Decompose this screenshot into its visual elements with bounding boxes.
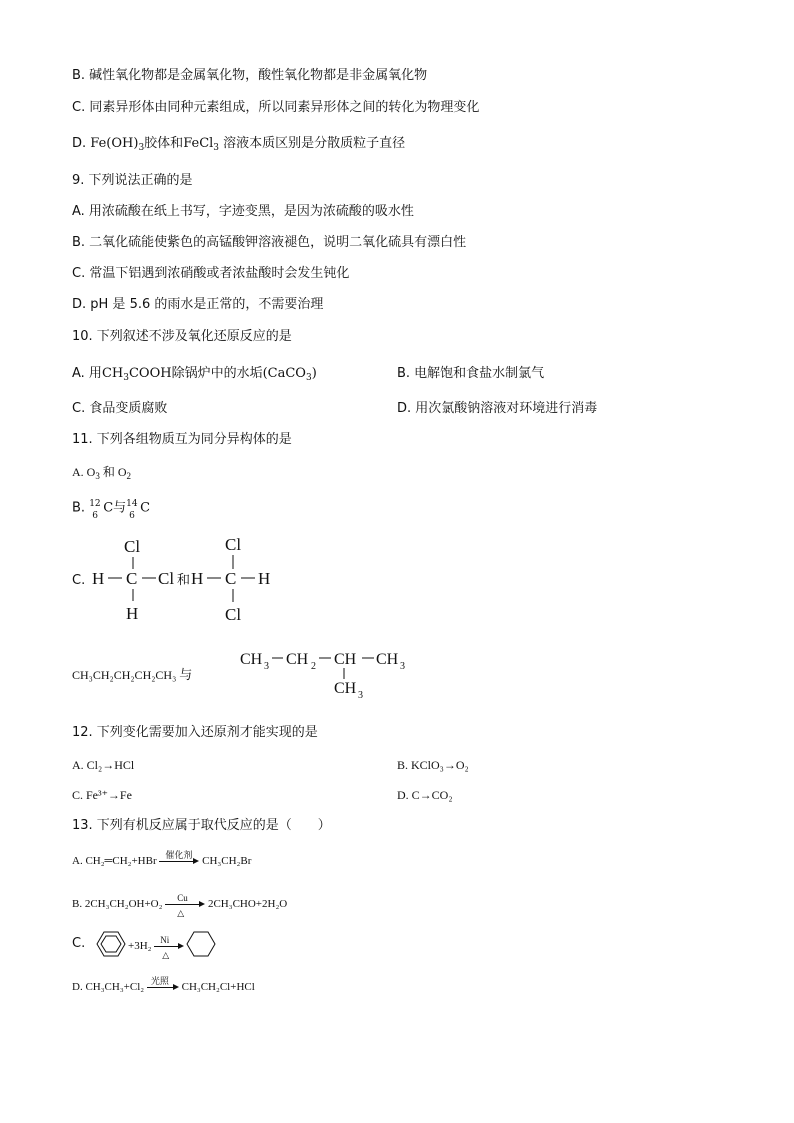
q13-option-b: B. 2CH₃CH₂OH+O₂ Cu △ 2CH₃CHO+2H₂O xyxy=(72,893,288,919)
atom-cl-top1: Cl xyxy=(124,537,141,556)
q11-stem: 11. 下列各组物质互为同分异构体的是 xyxy=(72,432,292,447)
isotope-c12: 12 6 xyxy=(89,499,101,521)
q13-option-a: A. CH₂═CH₂+HBr 催化剂 CH₃CH₂Br xyxy=(72,853,251,869)
svg-text:3: 3 xyxy=(400,661,405,672)
q12-option-d: D. C→CO₂ xyxy=(397,788,453,802)
q13-option-c: C. xyxy=(72,936,86,951)
svg-text:3: 3 xyxy=(358,690,363,701)
atom-h-left: H xyxy=(92,569,105,588)
q13-option-d: D. CH₃CH₃+Cl₂ 光照 CH₃CH₂Cl+HCl xyxy=(72,979,255,995)
atom-h-bottom: H xyxy=(126,604,139,623)
atom-cl-bottom2: Cl xyxy=(225,605,242,624)
text: 胶体和 xyxy=(144,136,184,151)
reaction-arrow: Cu △ xyxy=(165,896,205,912)
isotope-c14: 14 6 xyxy=(126,499,138,521)
text-and: 和 xyxy=(177,573,191,588)
atom-c1: C xyxy=(126,569,138,588)
q10-option-b: B. 电解饱和食盐水制氯气 xyxy=(397,366,545,381)
q11-option-a: A. $O_3$ 和 $O_2$ xyxy=(72,465,132,481)
svg-text:CH: CH xyxy=(240,651,263,668)
q9-option-a: A. 用浓硫酸在纸上书写，字迹变黑，是因为浓硫酸的吸水性 xyxy=(72,204,414,219)
q12-stem: 12. 下列变化需要加入还原剂才能实现的是 xyxy=(72,725,318,740)
q11-option-d: CH₃CH₂CH₂CH₂CH₃ 与 xyxy=(72,668,193,683)
q10-option-c: C. 食品变质腐败 xyxy=(72,401,168,416)
reaction-arrow: 光照 xyxy=(147,979,179,995)
q10-option-a: A. 用$CH_3COOH$除锅炉中的水垢(CaCO$_3$) xyxy=(72,366,317,383)
q8-option-d xyxy=(72,136,405,152)
q12-option-b: B. KClO₃→O₂ xyxy=(397,758,469,772)
atom-h2: H xyxy=(191,569,204,588)
svg-text:3: 3 xyxy=(264,661,269,672)
formula-fecl3: FeCl$_3$ xyxy=(183,136,220,153)
q13-stem: 13. 下列有机反应属于取代反应的是（ ） xyxy=(72,818,331,833)
option-label: D. xyxy=(72,136,87,151)
svg-text:CH: CH xyxy=(286,651,309,668)
q8-option-c: C. 同素异形体由同种元素组成，所以同素异形体之间的转化为物理变化 xyxy=(72,100,480,115)
atom-c2: C xyxy=(225,569,237,588)
svg-text:CH: CH xyxy=(334,680,357,697)
formula-fe-oh3: $Fe(OH)_3$ xyxy=(90,136,145,153)
cyclohexane-ring-icon xyxy=(185,930,217,958)
q9-option-b: B. 二氧化硫能使紫色的高锰酸钾溶液褪色，说明二氧化硫具有漂白性 xyxy=(72,235,467,250)
atom-cl-right: Cl xyxy=(158,569,175,588)
svg-text:CH: CH xyxy=(334,651,357,668)
isopentane-structure xyxy=(238,644,418,704)
q12-option-c: C. Fe³⁺→Fe xyxy=(72,788,132,802)
atom-h-right: H xyxy=(258,569,271,588)
q9-stem: 9. 下列说法正确的是 xyxy=(72,173,193,188)
q10-stem: 10. 下列叙述不涉及氧化还原反应的是 xyxy=(72,329,292,344)
svg-text:2: 2 xyxy=(311,661,316,672)
q12-option-a: A. Cl₂→HCl xyxy=(72,758,135,772)
q10-option-d: D. 用次氯酸钠溶液对环境进行消毒 xyxy=(397,401,598,416)
benzene-ring-icon xyxy=(96,930,126,958)
dichloromethane-structures xyxy=(88,532,288,624)
svg-text:CH: CH xyxy=(376,651,399,668)
q11-option-c-label: C. xyxy=(72,573,86,588)
atom-cl-top2: Cl xyxy=(225,535,242,554)
q9-option-c: C. 常温下铝遇到浓硝酸或者浓盐酸时会发生钝化 xyxy=(72,266,350,281)
q13-option-c-reagent: +3H₂ Ni △ xyxy=(128,938,184,954)
q11-option-b: B. 12 6 C与 14 6 C xyxy=(72,499,151,521)
reaction-arrow: Ni △ xyxy=(154,938,184,954)
text: 溶液本质区别是分散质粒子直径 xyxy=(223,136,406,151)
q9-option-d: D. pH 是 5.6 的雨水是正常的，不需要治理 xyxy=(72,297,324,312)
q8-option-b: B. 碱性氧化物都是金属氧化物，酸性氧化物都是非金属氧化物 xyxy=(72,68,428,83)
reaction-arrow: 催化剂 xyxy=(159,853,199,869)
